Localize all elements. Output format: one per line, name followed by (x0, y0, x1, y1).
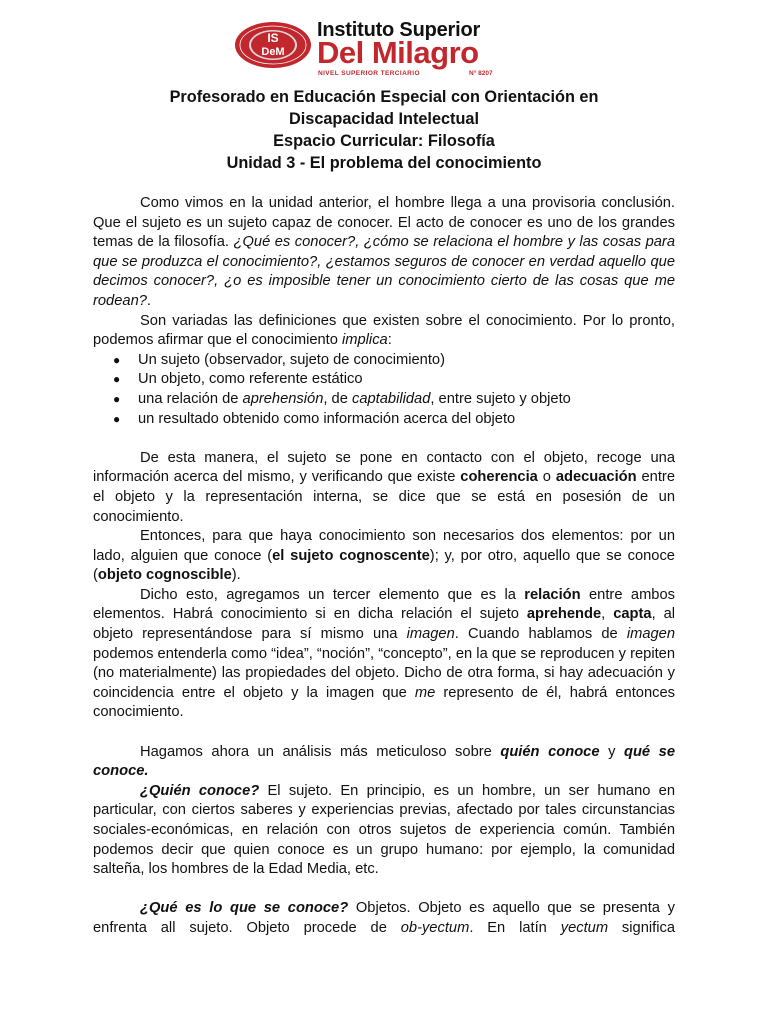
bullet-icon: ● (113, 372, 121, 387)
bullet-icon: ● (113, 391, 121, 406)
title-line-3: Espacio Curricular: Filosofía (273, 132, 495, 150)
p1-text: Como vimos en la unidad anterior, el hombre llega a una provisoria conclusión. Que el sujeto es un sujeto capaz de conocer. El acto de conocer es uno de los grandes temas de la filosofía. (93, 195, 675, 251)
p5-italic: imagen (406, 626, 455, 643)
paragraph-2 (93, 312, 675, 351)
bullet-icon: ● (113, 352, 121, 367)
p5-bold: aprehende (526, 606, 602, 623)
p6-bold-italic: qué se conoce. (93, 743, 675, 780)
institution-logo (233, 16, 513, 77)
paragraph-1 (93, 194, 675, 312)
p3-bold: adecuación (555, 469, 637, 486)
institution-subtitle: NIVEL SUPERIOR TERCIARIO (318, 70, 420, 77)
p5-italic: me (414, 684, 436, 701)
paragraph-5 (93, 586, 675, 723)
p3-text: entre el objeto y la representación interna, se dice que se está en posesión de un conocimiento. (93, 469, 675, 525)
title-line-4: Unidad 3 - El problema del conocimiento (226, 154, 542, 172)
paragraph-6 (93, 743, 675, 782)
p6-text: Hagamos ahora un análisis más meticuloso sobre (140, 743, 501, 760)
p8-text: . En latín (469, 919, 561, 936)
institution-number: N° 8207 (469, 70, 493, 77)
seal-icon (233, 20, 313, 70)
list-item (93, 390, 675, 410)
bullet-text: Un objeto, como referente estático (138, 371, 363, 388)
p8-text: Objetos. Objeto es aquello que se presenta y enfrenta all sujeto. Objeto procede de (93, 900, 675, 936)
document-body (93, 194, 675, 939)
institution-name-line2: Del Milagro (317, 35, 479, 70)
p4-text: Entonces, para que haya conocimiento son necesarios dos elementos: por un lado, alguien que conoce ( (93, 528, 675, 564)
list-item (93, 410, 675, 430)
bullet-emphasis: captabilidad (351, 390, 431, 407)
bullet-list (93, 351, 675, 429)
p5-text: entre ambos elementos. Habrá conocimiento si en dicha relación el sujeto (93, 586, 675, 623)
paragraph-8 (93, 899, 675, 938)
p2-emphasis: implica (342, 332, 388, 349)
p5-text: , al objeto representándose para sí mismo una (93, 606, 676, 643)
paragraph-7 (93, 782, 675, 880)
p4-text: ); y, por otro, aquello que se conoce ( (93, 547, 675, 584)
paragraph-3 (93, 449, 675, 527)
p8-question: ¿Qué es lo que se conoce? (140, 900, 349, 917)
p4-bold: el sujeto cognoscente (272, 547, 430, 564)
p7-text: El sujeto. En principio, es un hombre, un ser humano en particular, con ciertos saberes y experiencias previas, afectado por tales circunstancias sociales-económicas, en relación con otros sujetos de experiencia común. También podemos decir que quien conoce es un grupo humano: por ejemplo, la comunidad salteña, los hombres de la Edad Media, etc. (93, 782, 676, 878)
p7-question: ¿Quién conoce? (140, 782, 260, 799)
seal-line2: DeM (261, 46, 285, 58)
p5-text: podemos entenderla como “idea”, “noción”, “concepto”, en la que se reproducen y repiten (no materialmente) las propiedades del objeto. Dicho de otra forma, si hay adecuación y coincidencia entre el objeto y la imagen que (93, 645, 675, 701)
p5-text: Dicho esto, agregamos un tercer elemento que es la (140, 586, 525, 603)
p5-bold: capta (613, 606, 652, 623)
p3-text: De esta manera, el sujeto se pone en contacto con el objeto, recoge una información acerca del mismo, y verificando que existe (93, 449, 675, 486)
p6-text: y (599, 743, 624, 760)
list-item (93, 370, 675, 390)
bullet-text: , entre sujeto y objeto (430, 390, 571, 407)
title-line-2: Discapacidad Intelectual (288, 110, 480, 128)
title-line-1: Profesorado en Educación Especial con Orientación en (169, 88, 599, 106)
p4-bold: objeto cognoscible (97, 567, 232, 584)
list-item (93, 351, 675, 371)
seal-line1: IS (267, 31, 279, 45)
p5-bold: relación (524, 586, 581, 603)
bullet-text: Un sujeto (observador, sujeto de conocimiento) (138, 351, 445, 368)
bullet-text: un resultado obtenido como información acerca del objeto (138, 410, 516, 427)
p6-bold-italic: quién conoce (500, 743, 600, 760)
document-titles (93, 86, 675, 174)
bullet-icon: ● (113, 411, 121, 426)
p5-italic: imagen (626, 626, 675, 643)
bullet-text: una relación de (138, 390, 243, 407)
p4-text: ). (231, 567, 241, 584)
p8-text: significa (608, 919, 675, 936)
p1-questions: ¿Qué es conocer?, ¿cómo se relaciona el hombre y las cosas para que se produzca el conocimiento?, ¿estamos seguros de conocer en verdad aquello que decimos conocer?, ¿o es imposible tener un conocimiento cierto de las cosas que me rodean? (93, 234, 675, 309)
p8-italic: yectum (560, 919, 609, 936)
p5-text: . Cuando hablamos de (454, 626, 627, 643)
p1-end: . (146, 292, 151, 309)
p2-end: : (387, 332, 392, 349)
institution-name-line1: Instituto Superior (317, 19, 481, 41)
p3-bold: coherencia (460, 469, 538, 486)
p5-text: represento de él, habrá entonces conocimiento. (93, 684, 675, 721)
bullet-text: , de (323, 390, 352, 407)
p5-text: , (601, 606, 614, 623)
p8-italic: ob-yectum (400, 919, 470, 936)
bullet-emphasis: aprehensión (242, 390, 324, 407)
paragraph-4 (93, 527, 675, 586)
p2-text: Son variadas las definiciones que existen sobre el conocimiento. Por lo pronto, podemos afirmar que el conocimiento (93, 312, 675, 349)
p3-text: o (537, 469, 556, 486)
